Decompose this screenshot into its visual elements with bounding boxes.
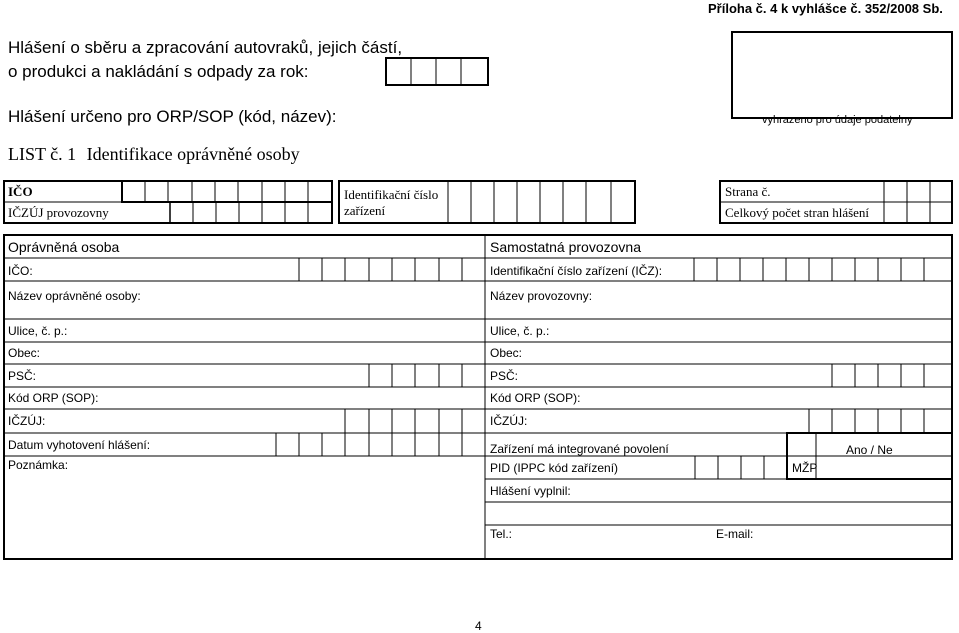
right-psc-label: PSČ: bbox=[490, 369, 519, 383]
left-iczuj-label: IČZÚJ: bbox=[8, 414, 46, 428]
note-label: Poznámka: bbox=[8, 458, 69, 472]
tel-label: Tel.: bbox=[490, 527, 513, 541]
page-number-label: Strana č. bbox=[725, 184, 771, 199]
ico-boxes bbox=[122, 181, 332, 202]
orp-label: Hlášení určeno pro ORP/SOP (kód, název): bbox=[8, 107, 337, 126]
right-street-label: Ulice, č. p.: bbox=[490, 324, 550, 338]
iczuj-boxes bbox=[170, 202, 332, 223]
date-label: Datum vyhotovení hlášení: bbox=[8, 438, 151, 452]
left-name-label: Název oprávněné osoby: bbox=[8, 289, 141, 303]
form-title-line2: o produkci a nakládání s odpady za rok: bbox=[8, 62, 309, 81]
left-iczuj-boxes bbox=[345, 409, 462, 433]
left-ico-boxes bbox=[4, 258, 485, 281]
right-orp-label: Kód ORP (SOP): bbox=[490, 391, 581, 405]
right-iczuj-label: IČZÚJ: bbox=[490, 414, 528, 428]
right-psc-boxes bbox=[832, 364, 924, 387]
list-title: LIST č. 1 bbox=[8, 144, 77, 164]
device-id-label-line1: Identifikační číslo bbox=[344, 187, 439, 202]
ippc-label: Zařízení má integrované povolení bbox=[490, 442, 669, 456]
list-heading bbox=[8, 145, 300, 163]
iczuj-label: IČZÚJ provozovny bbox=[8, 205, 109, 220]
list-subtitle: Identifikace oprávněné osoby bbox=[86, 144, 300, 164]
icz-label: Identifikační číslo zařízení (IČZ): bbox=[490, 264, 663, 278]
left-heading: Oprávněná osoba bbox=[8, 239, 120, 255]
date-boxes bbox=[276, 433, 462, 456]
right-iczuj-boxes bbox=[809, 409, 924, 433]
year-boxes bbox=[386, 58, 488, 85]
main-section-lines bbox=[4, 235, 952, 559]
mzp-label: MŽP bbox=[792, 461, 818, 475]
left-ico-label: IČO: bbox=[8, 264, 33, 278]
email-label: E-mail: bbox=[716, 527, 754, 541]
left-street-label: Ulice, č. p.: bbox=[8, 324, 68, 338]
pid-label: PID (IPPC kód zařízení) bbox=[490, 461, 619, 475]
right-name-label: Název provozovny: bbox=[490, 289, 593, 303]
left-psc-boxes bbox=[369, 364, 462, 387]
reserved-label: vyhrazeno pro údaje podatelny bbox=[762, 114, 913, 126]
yes-no-label: Ano / Ne bbox=[846, 443, 893, 457]
device-id-label-line2: zařízení bbox=[344, 203, 386, 218]
appendix-reference: Příloha č. 4 k vyhlášce č. 352/2008 Sb. bbox=[708, 1, 943, 16]
ico-label: IČO bbox=[8, 184, 33, 199]
left-orp-label: Kód ORP (SOP): bbox=[8, 391, 99, 405]
reserved-box bbox=[732, 32, 952, 118]
page-total-label: Celkový počet stran hlášení bbox=[725, 205, 870, 220]
left-psc-label: PSČ: bbox=[8, 369, 37, 383]
page-number: 4 bbox=[475, 619, 482, 633]
right-heading: Samostatná provozovna bbox=[490, 239, 641, 255]
form-title-line1: Hlášení o sběru a zpracování autovraků, jejich částí, bbox=[8, 38, 403, 57]
filled-by-label: Hlášení vyplnil: bbox=[490, 484, 571, 498]
right-town-label: Obec: bbox=[490, 346, 523, 360]
left-town-label: Obec: bbox=[8, 346, 41, 360]
